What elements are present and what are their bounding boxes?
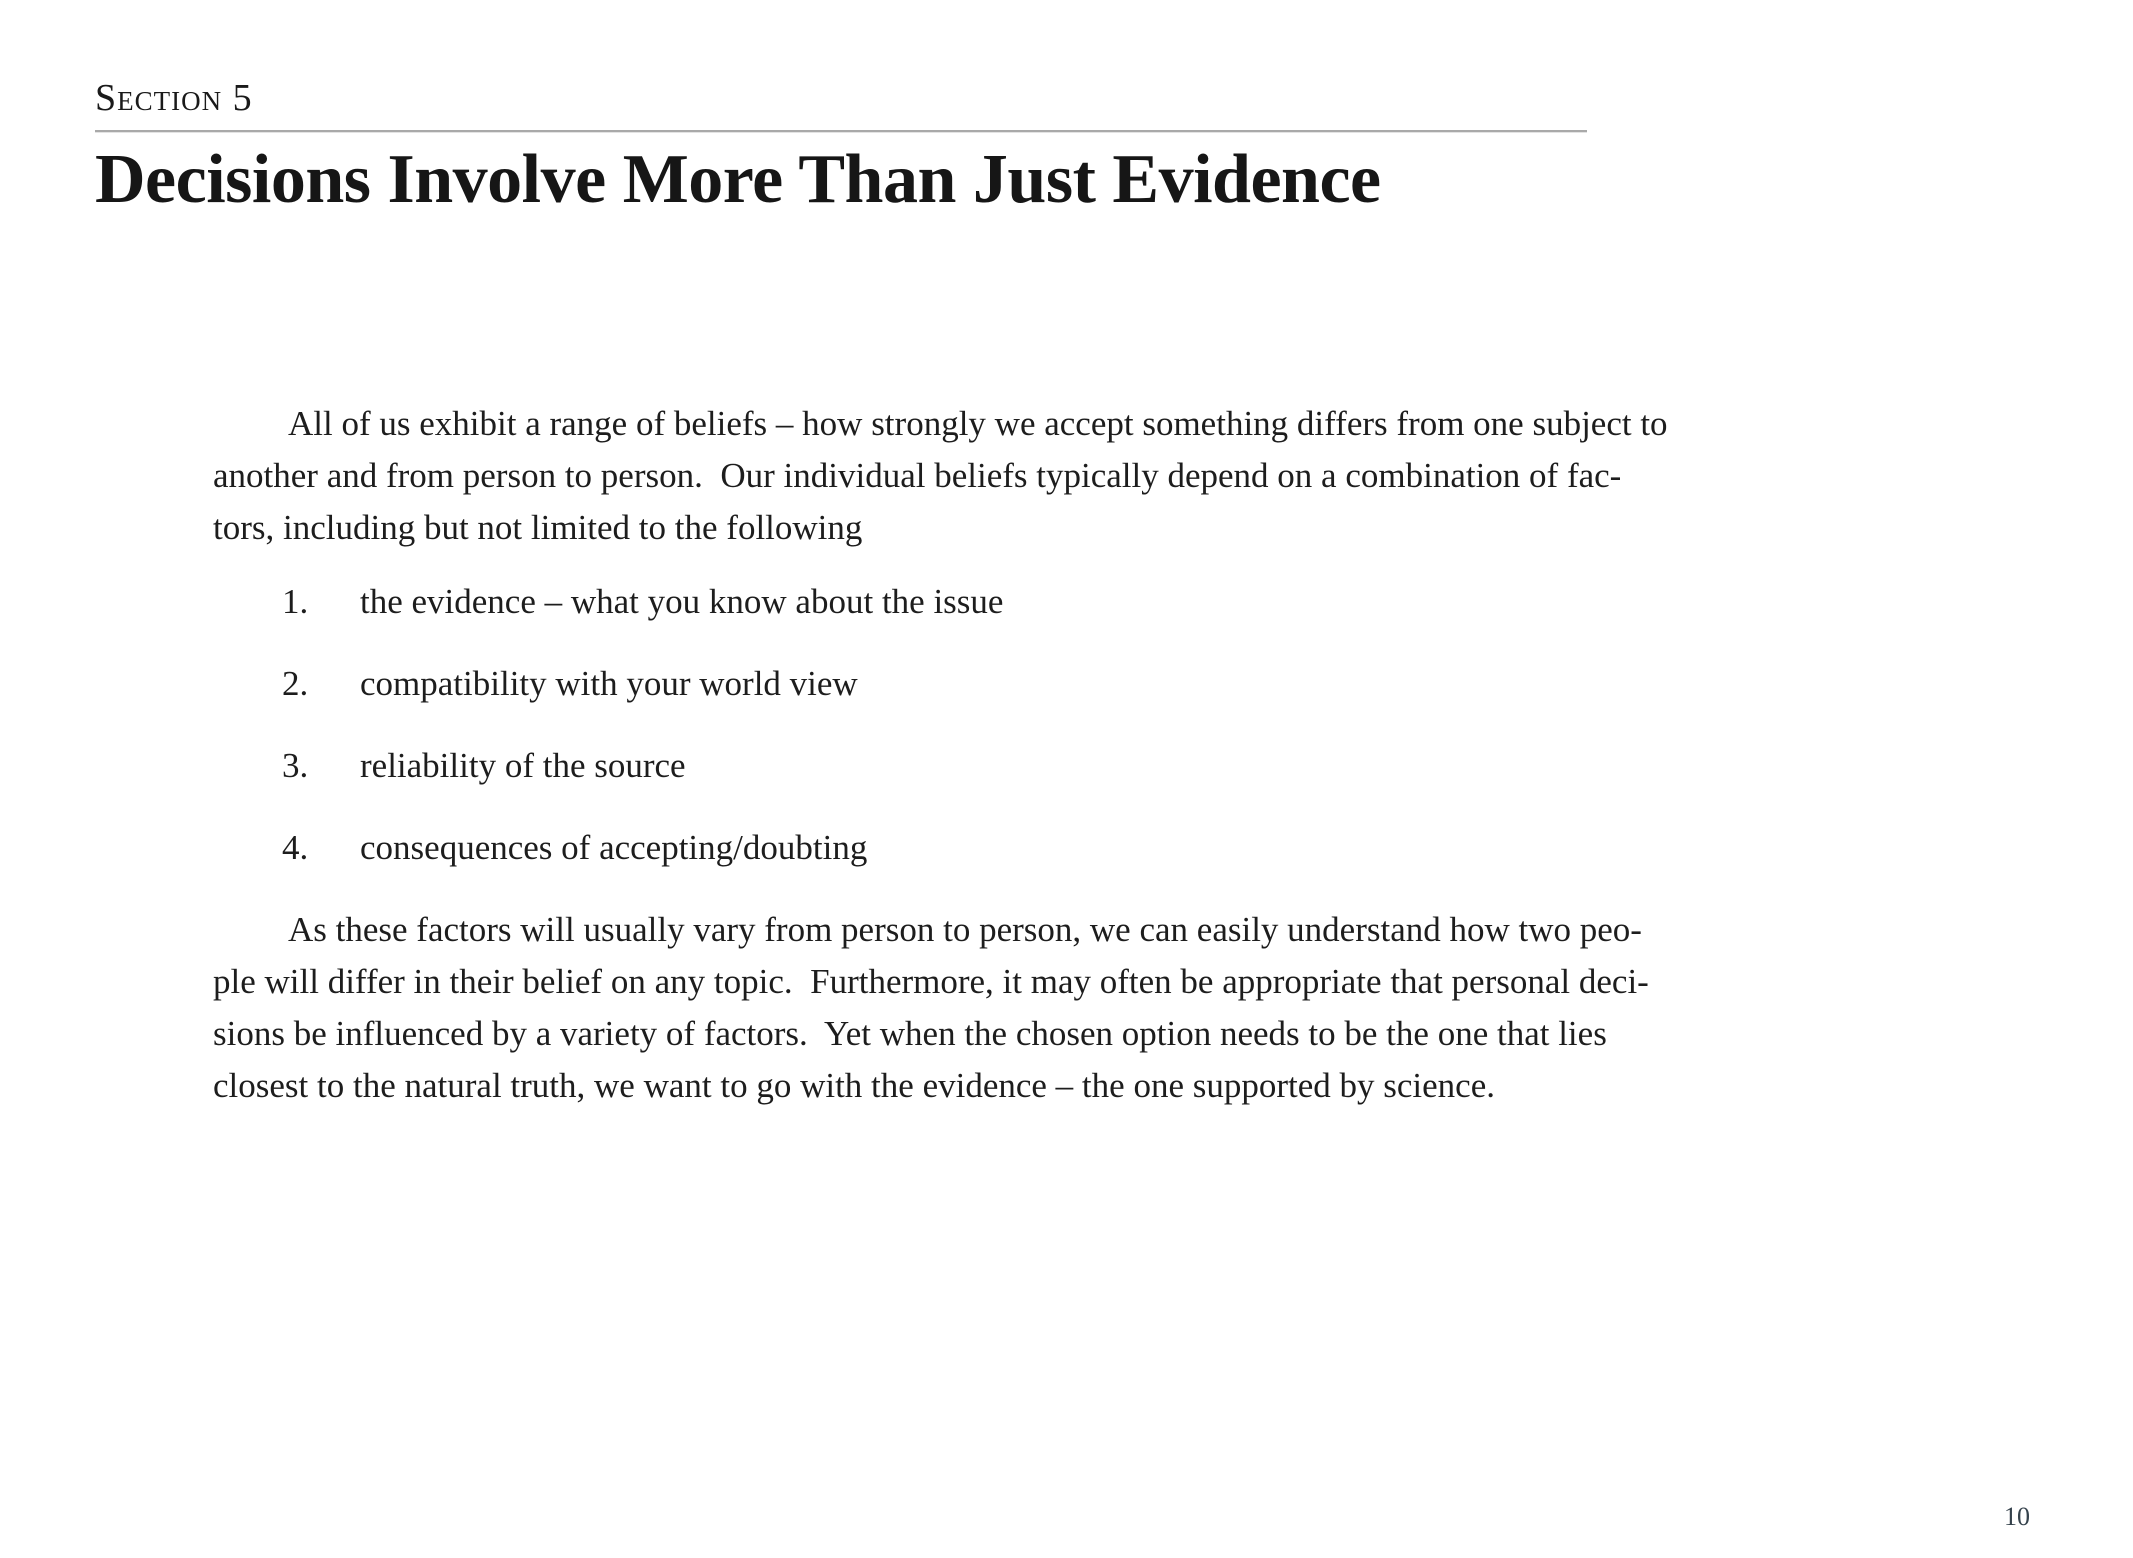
list-item-text: compatibility with your world view [360,663,858,703]
page-number: 10 [2004,1502,2030,1531]
paragraph-conclusion [213,904,1893,1112]
list-item-number: 3. [282,745,309,785]
list-item [213,740,1893,792]
paragraph-line: ple will differ in their belief on any topic. Furthermore, it may often be appropriate that personal deci- [213,961,1649,1001]
paragraph-line: sions be influenced by a variety of factors. Yet when the chosen option needs to be the one that lies [213,1013,1607,1053]
paragraph-line: another and from person to person. Our individual beliefs typically depend on a combination of fac- [213,455,1622,495]
paragraph-line: tors, including but not limited to the following [213,507,863,547]
paragraph-line: As these factors will usually vary from person to person, we can easily understand how two peo- [288,909,1642,949]
list-item [213,822,1893,874]
body-text [213,398,1893,1112]
list-item-number: 4. [282,827,309,867]
paragraph-intro [213,398,1893,554]
list-item-number: 1. [282,581,309,621]
list-item-text: consequences of accepting/doubting [360,827,868,867]
list-item-number: 2. [282,663,309,703]
paragraph-line: closest to the natural truth, we want to go with the evidence – the one supported by science. [213,1065,1495,1105]
section-divider-rule [95,130,1587,133]
list-item [213,658,1893,710]
page-header [95,78,1587,218]
factor-list [213,576,1893,874]
page-title: Decisions Involve More Than Just Evidence [95,140,1381,218]
list-item-text: reliability of the source [360,745,686,785]
paragraph-line: All of us exhibit a range of beliefs – how strongly we accept something differs from one subject to [288,403,1668,443]
list-item [213,576,1893,628]
section-label: Section 5 [95,77,253,119]
list-item-text: the evidence – what you know about the issue [360,581,1004,621]
